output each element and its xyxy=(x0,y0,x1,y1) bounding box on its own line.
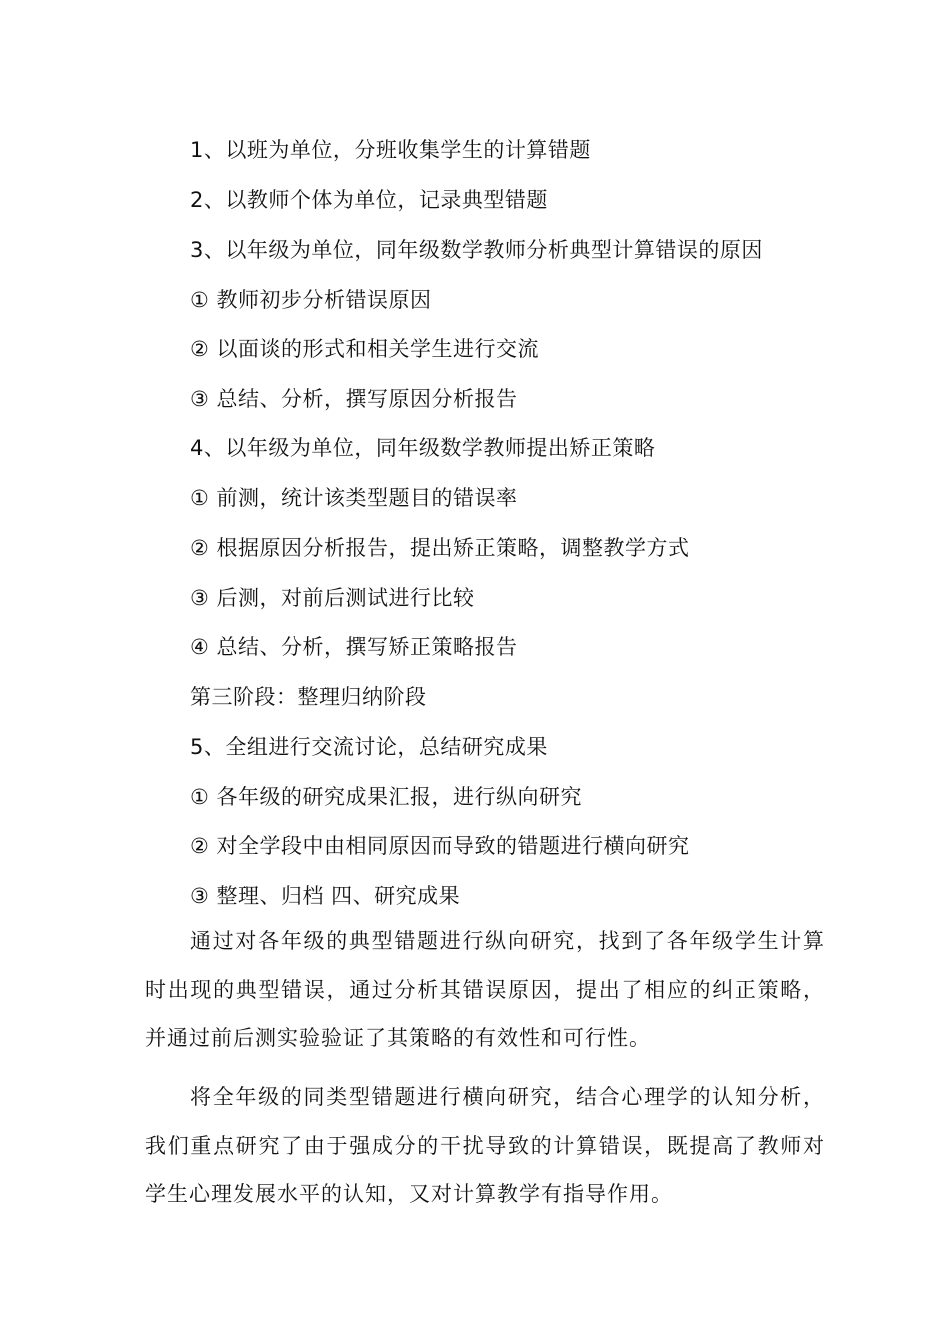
body-paragraph: 通过对各年级的典型错题进行纵向研究，找到了各年级学生计算时出现的典型错误，通过分析其错误原因，提出了相应的纠正策略，并通过前后测实验验证了其策略的有效性和可行性。 xyxy=(145,929,825,1050)
list-item: ④ 总结、分析，撰写矫正策略报告 xyxy=(190,635,518,659)
list-item: ② 根据原因分析报告，提出矫正策略，调整教学方式 xyxy=(190,536,690,560)
list-item: 1、以班为单位，分班收集学生的计算错题 xyxy=(190,138,591,162)
section-heading: 第三阶段：整理归纳阶段 xyxy=(190,685,427,709)
list-item: ① 各年级的研究成果汇报，进行纵向研究 xyxy=(190,785,582,809)
list-item: ③ 后测，对前后测试进行比较 xyxy=(190,586,475,610)
list-item: ① 前测，统计该类型题目的错误率 xyxy=(190,486,518,510)
list-item: 4、以年级为单位，同年级数学教师提出矫正策略 xyxy=(190,436,656,460)
list-item: ② 以面谈的形式和相关学生进行交流 xyxy=(190,337,540,361)
list-item: ③ 总结、分析，撰写原因分析报告 xyxy=(190,387,518,411)
body-paragraph: 将全年级的同类型错题进行横向研究，结合心理学的认知分析，我们重点研究了由于强成分的干扰导致的计算错误，既提高了教师对学生心理发展水平的认知，又对计算教学有指导作用。 xyxy=(145,1085,825,1206)
list-item: 5、全组进行交流讨论，总结研究成果 xyxy=(190,735,548,759)
list-item: 3、以年级为单位，同年级数学教师分析典型计算错误的原因 xyxy=(190,238,763,262)
list-item: ③ 整理、归档 四、研究成果 xyxy=(190,884,461,908)
list-item: 2、以教师个体为单位，记录典型错题 xyxy=(190,188,548,212)
list-item: ② 对全学段中由相同原因而导致的错题进行横向研究 xyxy=(190,834,690,858)
list-item: ① 教师初步分析错误原因 xyxy=(190,288,432,312)
